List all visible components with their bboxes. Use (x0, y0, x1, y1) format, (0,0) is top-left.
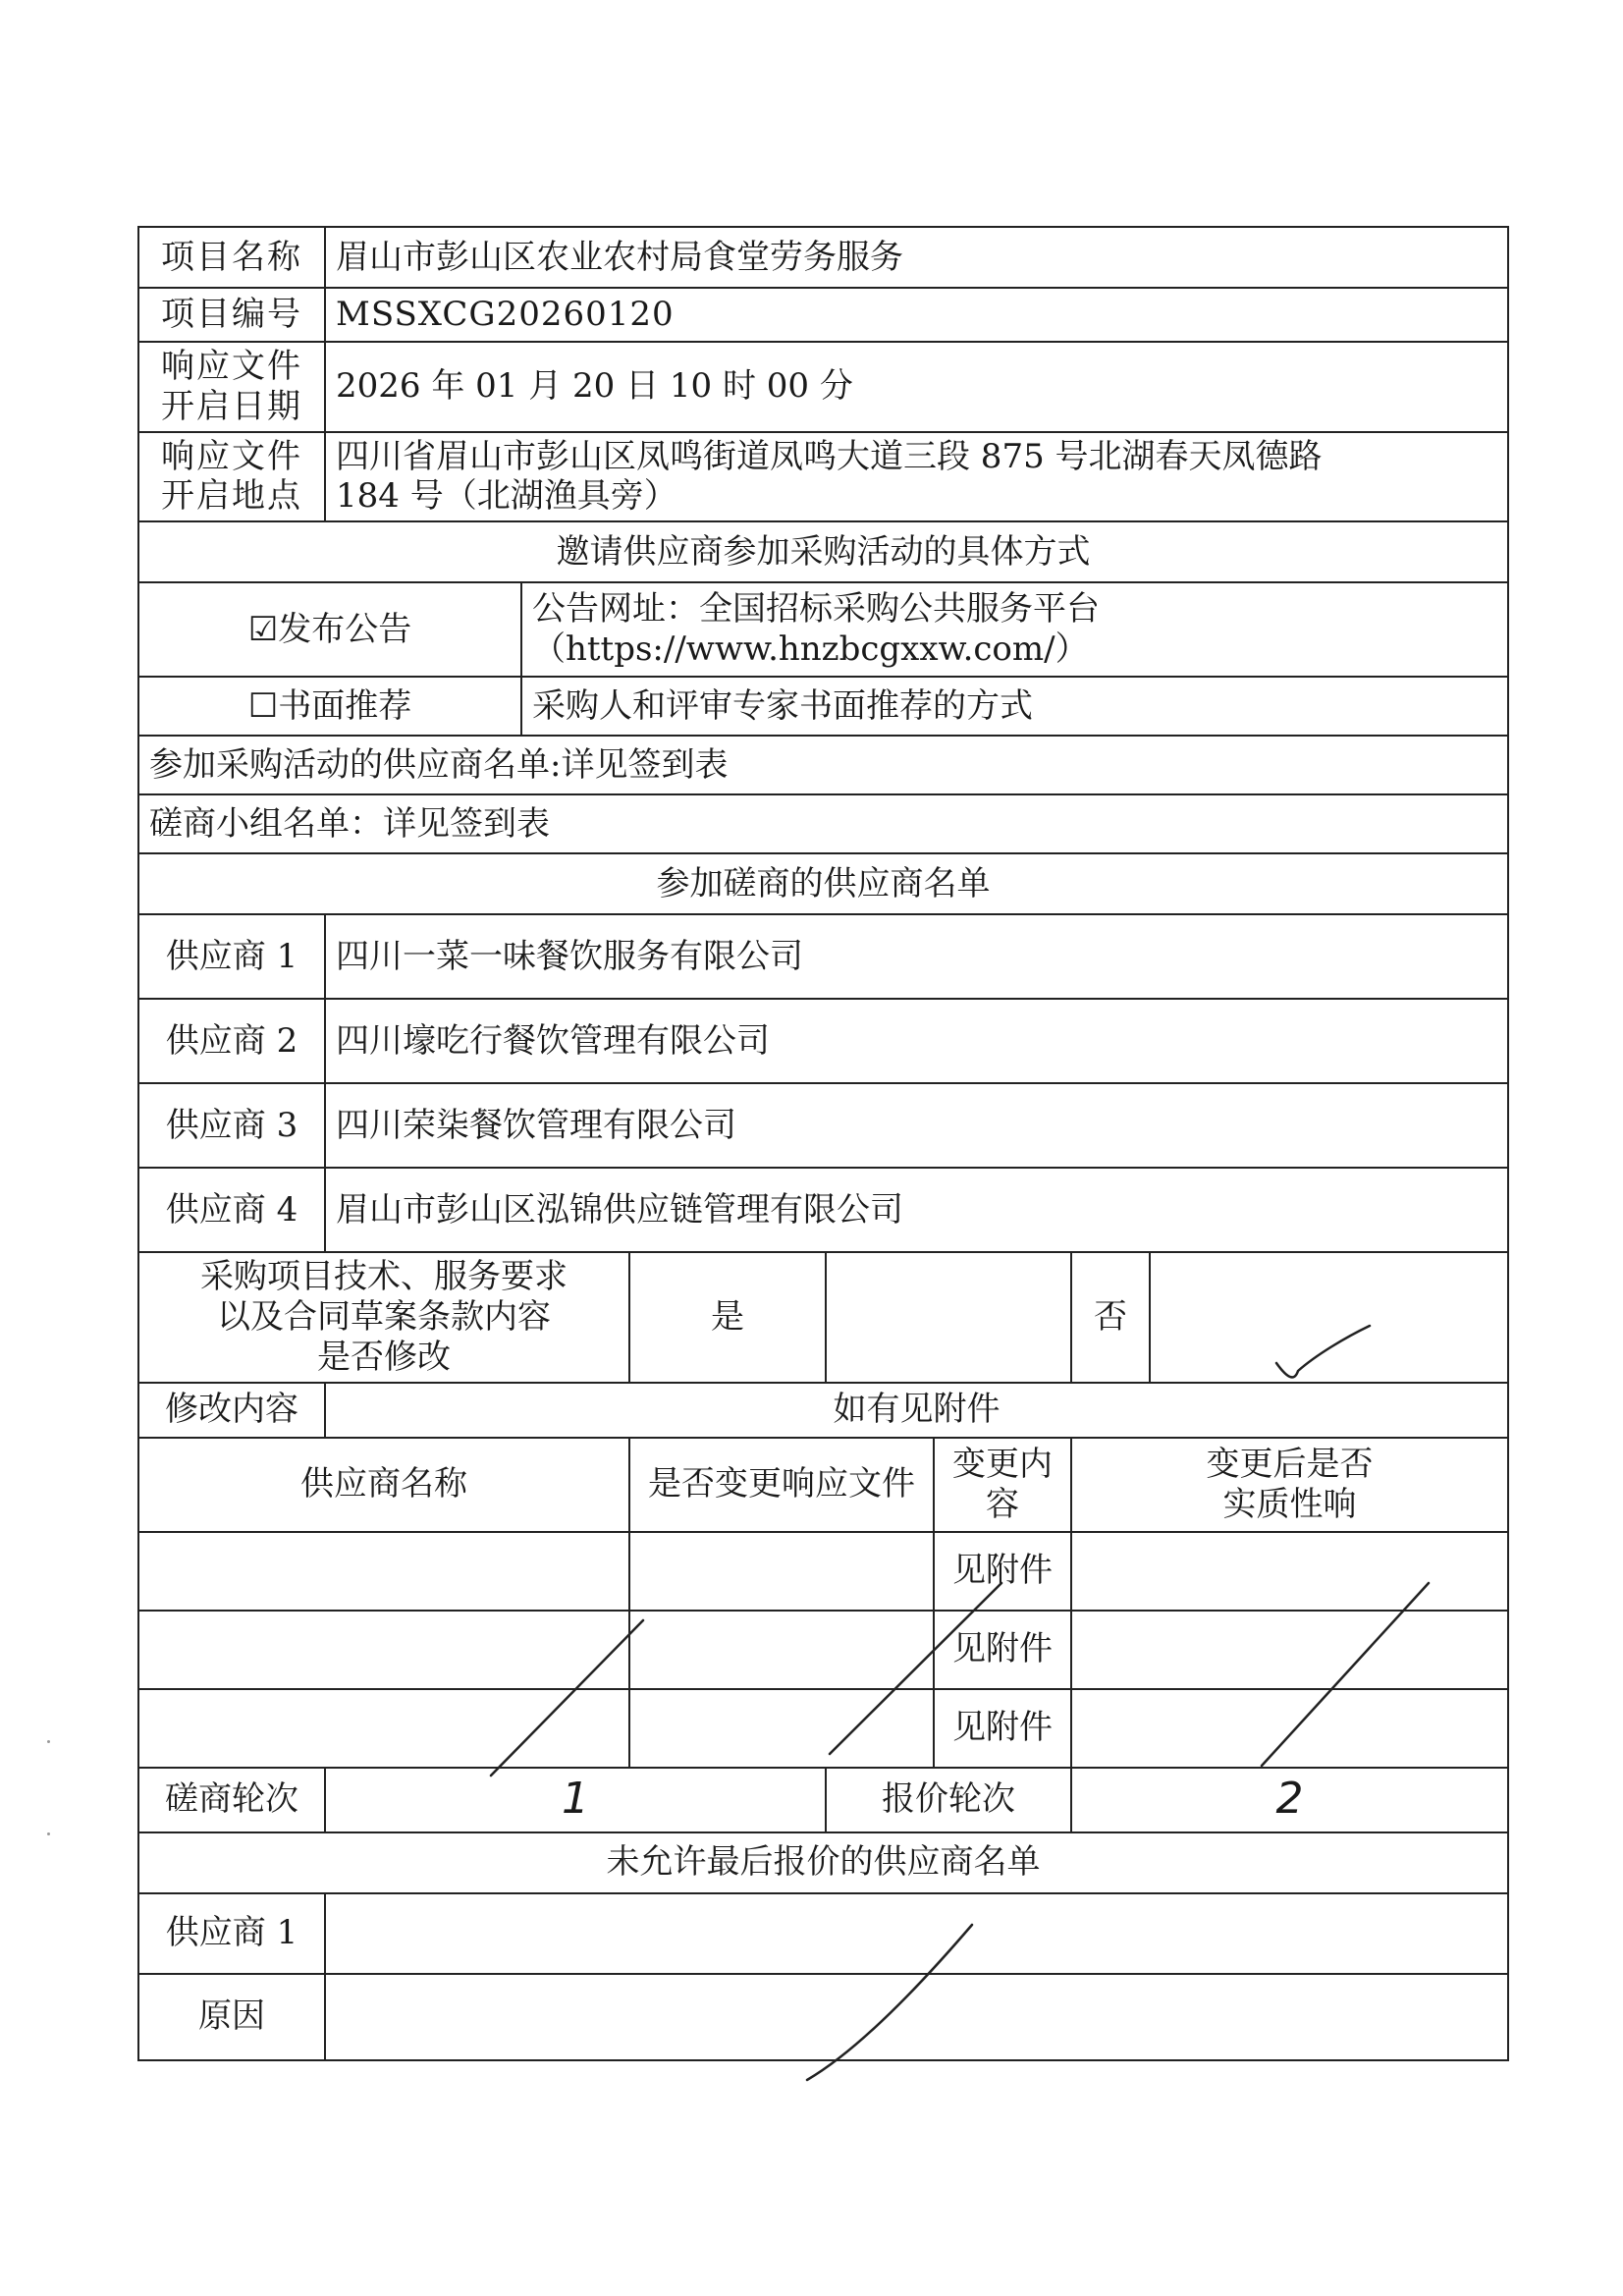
modification-content-label: 修改内容 (138, 1383, 325, 1438)
supplier-row (138, 914, 1508, 999)
scan-speck (47, 1832, 50, 1835)
row-invite-option-announcement (138, 582, 1508, 677)
project-name-label: 项目名称 (138, 227, 325, 288)
modification-question-line-2: 以及合同草案条款内容 (217, 1296, 551, 1337)
recommendation-option-label: 书面推荐 (278, 685, 412, 726)
rejected-supplier-label: 供应商 1 (138, 1893, 325, 1974)
change-material-cell (1071, 1611, 1508, 1689)
change-changed-cell (629, 1689, 934, 1768)
unchecked-checkbox-icon: ☐ (247, 685, 279, 726)
modification-question (138, 1252, 629, 1382)
quote-rounds-value: 2 (1071, 1768, 1508, 1832)
change-content-cell: 见附件 (934, 1689, 1071, 1768)
supplier-label: 供应商 4 (138, 1168, 325, 1252)
announcement-detail (521, 582, 1508, 677)
col-material-response (1071, 1438, 1508, 1532)
rejected-reason-label: 原因 (138, 1974, 325, 2060)
row-invite-option-recommendation (138, 677, 1508, 736)
supplier-name: 四川荣柒餐饮管理有限公司 (325, 1083, 1508, 1168)
col-material-response-line-2: 实质性响 (1222, 1484, 1357, 1524)
announcement-option (138, 582, 521, 677)
negotiation-rounds-value: 1 (325, 1768, 826, 1832)
open-place-value-line-2: 184 号（北湖渔具旁） (336, 476, 677, 517)
change-supplier-cell (138, 1532, 629, 1611)
announcement-option-label: 发布公告 (278, 609, 412, 649)
checked-checkbox-icon: ☑ (247, 609, 279, 649)
row-modification-question (138, 1252, 1508, 1382)
row-panel (138, 794, 1508, 853)
change-material-cell (1071, 1689, 1508, 1768)
panel-line: 磋商小组名单：详见签到表 (138, 794, 1508, 853)
row-project-name (138, 227, 1508, 288)
open-place-label-line-1: 响应文件 (161, 436, 302, 476)
scan-speck (47, 1740, 50, 1743)
procurement-record-form (137, 226, 1509, 2061)
yes-label: 是 (629, 1252, 826, 1382)
participants-line: 参加采购活动的供应商名单:详见签到表 (138, 736, 1508, 794)
col-supplier-name: 供应商名称 (138, 1438, 629, 1532)
supplier-label: 供应商 1 (138, 914, 325, 999)
supplier-name: 眉山市彭山区泓锦供应链管理有限公司 (325, 1168, 1508, 1252)
modification-content-value: 如有见附件 (325, 1383, 1508, 1438)
yes-answer-cell (826, 1252, 1071, 1382)
change-content-cell: 见附件 (934, 1611, 1071, 1689)
modification-question-line-3: 是否修改 (317, 1337, 451, 1377)
open-date-label-line-1: 响应文件 (161, 347, 302, 386)
project-number-value: MSSXCG20260120 (325, 288, 1508, 342)
row-open-date (138, 342, 1508, 432)
supplier-label: 供应商 2 (138, 999, 325, 1083)
suppliers-heading: 参加磋商的供应商名单 (138, 853, 1508, 914)
invite-heading: 邀请供应商参加采购活动的具体方式 (138, 521, 1508, 582)
open-place-value-line-1: 四川省眉山市彭山区凤鸣街道凤鸣大道三段 875 号北湖春天凤德路 (336, 436, 1323, 476)
no-label: 否 (1071, 1252, 1150, 1382)
quote-rounds-label: 报价轮次 (826, 1768, 1071, 1832)
announcement-detail-line-1: 公告网址：全国招标采购公共服务平台 (532, 589, 1100, 629)
open-place-label-line-2: 开启地点 (161, 476, 302, 517)
col-material-response-line-1: 变更后是否 (1206, 1444, 1374, 1484)
rejected-heading: 未允许最后报价的供应商名单 (138, 1832, 1508, 1893)
supplier-row (138, 1168, 1508, 1252)
row-suppliers-heading (138, 853, 1508, 914)
change-changed-cell (629, 1532, 934, 1611)
project-number-label: 项目编号 (138, 288, 325, 342)
change-row (138, 1689, 1508, 1768)
rejected-reason-value (325, 1974, 1508, 2060)
rejected-supplier-value (325, 1893, 1508, 1974)
row-rejected-reason (138, 1974, 1508, 2060)
row-project-number (138, 288, 1508, 342)
project-name-value: 眉山市彭山区农业农村局食堂劳务服务 (325, 227, 1508, 288)
change-supplier-cell (138, 1689, 629, 1768)
open-place-value (325, 432, 1508, 522)
recommendation-option (138, 677, 521, 736)
row-rejected-supplier (138, 1893, 1508, 1974)
negotiation-rounds-label: 磋商轮次 (138, 1768, 325, 1832)
change-supplier-cell (138, 1611, 629, 1689)
open-date-label (138, 342, 325, 432)
supplier-row (138, 1083, 1508, 1168)
supplier-name: 四川一菜一味餐饮服务有限公司 (325, 914, 1508, 999)
row-invite-heading (138, 521, 1508, 582)
row-open-place (138, 432, 1508, 522)
change-row (138, 1532, 1508, 1611)
no-answer-checkmark (1150, 1252, 1508, 1382)
open-date-value: 2026 年 01 月 20 日 10 时 00 分 (325, 342, 1508, 432)
supplier-name: 四川壕吃行餐饮管理有限公司 (325, 999, 1508, 1083)
recommendation-detail: 采购人和评审专家书面推荐的方式 (521, 677, 1508, 736)
row-changes-header (138, 1438, 1508, 1532)
modification-question-line-1: 采购项目技术、服务要求 (200, 1257, 568, 1297)
open-date-label-line-2: 开启日期 (161, 386, 302, 426)
col-changed-response: 是否变更响应文件 (629, 1438, 934, 1532)
col-change-content: 变更内容 (934, 1438, 1071, 1532)
change-content-cell: 见附件 (934, 1532, 1071, 1611)
change-row (138, 1611, 1508, 1689)
row-participants (138, 736, 1508, 794)
row-rounds (138, 1768, 1508, 1832)
row-modification-content (138, 1383, 1508, 1438)
supplier-row (138, 999, 1508, 1083)
row-rejected-heading (138, 1832, 1508, 1893)
announcement-url: （https://www.hnzbcgxxw.com/） (532, 629, 1089, 670)
change-changed-cell (629, 1611, 934, 1689)
open-place-label (138, 432, 325, 522)
supplier-label: 供应商 3 (138, 1083, 325, 1168)
change-material-cell (1071, 1532, 1508, 1611)
